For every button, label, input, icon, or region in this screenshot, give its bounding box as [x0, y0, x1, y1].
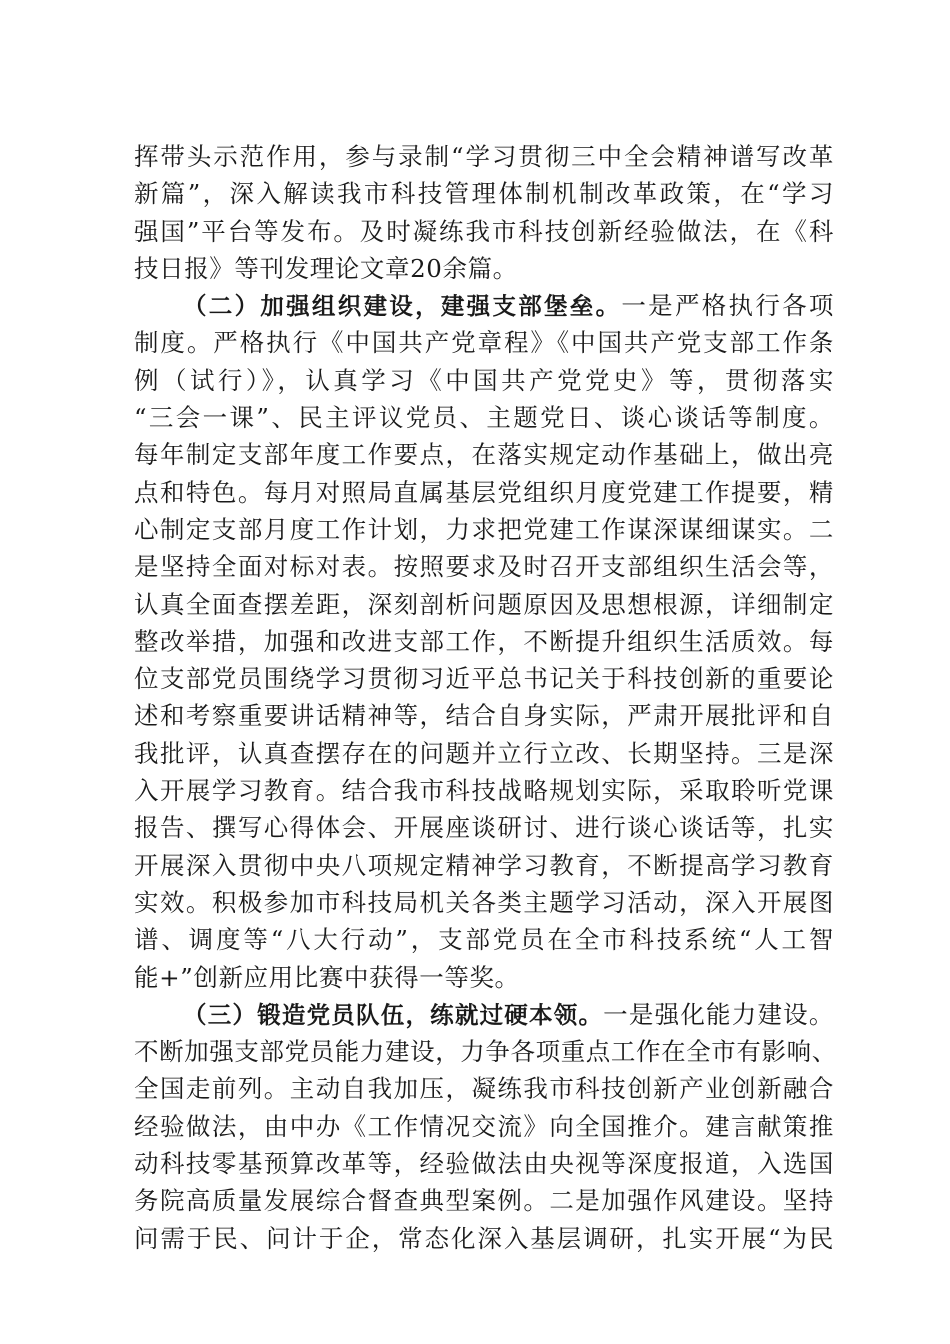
- text-line: 经验做法，由中办《工作情况交流》向全国推介。建言献策推: [134, 1111, 834, 1141]
- text-line: 不断加强支部党员能力建设，力争各项重点工作在全市有影响、: [134, 1037, 837, 1067]
- text-line: 我批评，认真查摆存在的问题并立行立改、长期坚持。三是深: [134, 738, 834, 768]
- text-line: 位支部党员围绕学习贯彻习近平总书记关于科技创新的重要论: [134, 664, 834, 694]
- body-text: [134, 138, 837, 1257]
- text-line: 报告、撰写心得体会、开展座谈研讨、进行谈心谈话等，扎实: [134, 813, 834, 843]
- text-line: 制度。严格执行《中国共产党章程》《中国共产党支部工作条: [134, 328, 834, 358]
- text-line: 心制定支部月度工作计划，力求把党建工作谋深谋细谋实。二: [134, 514, 834, 544]
- text-line: 每年制定支部年度工作要点，在落实规定动作基础上，做出亮: [134, 440, 834, 470]
- section-2-first-line-rest: 一是严格执行各项: [621, 291, 834, 321]
- text-line: 实效。积极参加市科技局机关各类主题学习活动，深入开展图: [134, 887, 834, 917]
- text-line: 技日报》等刊发理论文章20余篇。: [134, 253, 518, 283]
- text-line: 强国”平台等发布。及时凝练我市科技创新经验做法，在《科: [134, 216, 834, 246]
- text-line: 动科技零基预算改革等，经验做法由央视等深度报道，入选国: [134, 1149, 834, 1179]
- text-line: 能+”创新应用比赛中获得一等奖。: [134, 962, 520, 992]
- text-line: 开展深入贯彻中央八项规定精神学习教育，不断提高学习教育: [134, 850, 834, 880]
- text-line: 例（试行）》，认真学习《中国共产党党史》等，贯彻落实: [134, 365, 834, 395]
- text-line: 入开展学习教育。结合我市科技战略规划实际，采取聆听党课: [134, 776, 834, 806]
- text-line: 谱、调度等“八大行动”，支部党员在全市科技系统“人工智: [134, 925, 834, 955]
- section-3-first-line-rest: 一是强化能力建设。: [603, 999, 834, 1029]
- section-3-heading: （三）锻造党员队伍，练就过硬本领。: [183, 1000, 604, 1029]
- text-line: “三会一课”、民主评议党员、主题党日、谈心谈话等制度。: [134, 403, 834, 433]
- section-3-first-line: [134, 996, 834, 1033]
- text-line: 点和特色。每月对照局直属基层党组织月度党建工作提要，精: [134, 477, 834, 507]
- text-line: 认真全面查摆差距，深刻剖析问题原因及思想根源，详细制定: [134, 589, 834, 619]
- text-line: 务院高质量发展综合督查典型案例。二是加强作风建设。坚持: [134, 1186, 834, 1216]
- text-line: 述和考察重要讲话精神等，结合自身实际，严肃开展批评和自: [134, 701, 834, 731]
- text-line: 挥带头示范作用，参与录制“学习贯彻三中全会精神谱写改革: [134, 142, 834, 171]
- text-line: 问需于民、问计于企，常态化深入基层调研，扎实开展“为民: [134, 1223, 834, 1253]
- text-line: 全国走前列。主动自我加压，凝练我市科技创新产业创新融合: [134, 1074, 834, 1104]
- section-2-heading: （二）加强组织建设，建强支部堡垒。: [183, 292, 622, 321]
- text-line: 整改举措，加强和改进支部工作，不断提升组织生活质效。每: [134, 626, 834, 656]
- text-line: 是坚持全面对标对表。按照要求及时召开支部组织生活会等，: [134, 552, 834, 582]
- section-2-first-line: [134, 287, 834, 324]
- text-line: 新篇”，深入解读我市科技管理体制机制改革政策，在“学习: [134, 179, 834, 209]
